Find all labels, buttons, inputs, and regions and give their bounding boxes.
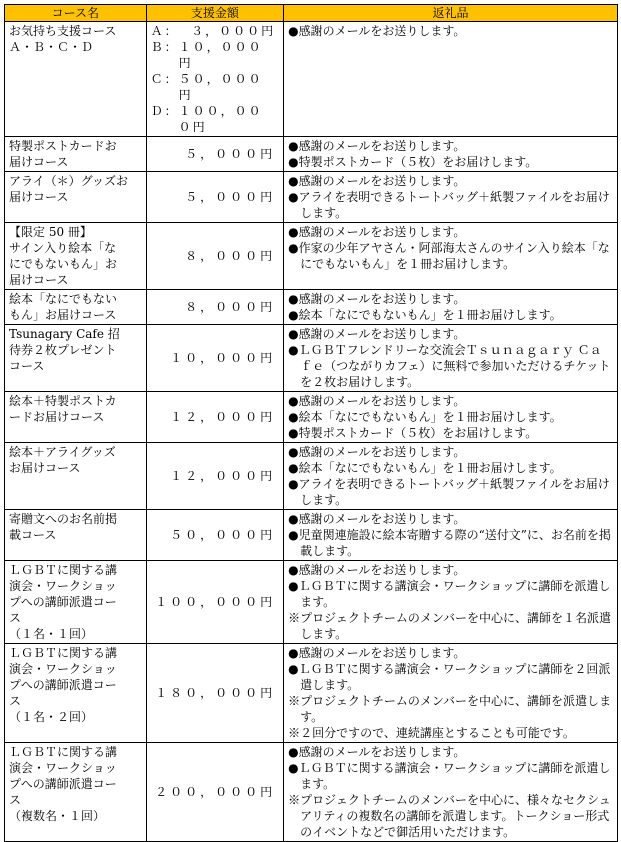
amount-cell: １２，０００円 xyxy=(146,443,283,510)
header-course-name: コース名 xyxy=(5,5,147,22)
amount-cell: １８０，０００円 xyxy=(146,644,283,743)
return-gift-cell xyxy=(284,325,618,392)
course-name-cell xyxy=(5,223,147,290)
course-name-line: プへの講師派遣コー xyxy=(9,595,117,609)
return-item: ●ＬＧＢＴに関する講演会・ワークショップに講師を２回派遣します。 xyxy=(288,662,611,692)
course-name-line: プへの講師派遣コー xyxy=(9,777,117,791)
course-name-cell xyxy=(5,325,147,392)
course-name-line: Ａ・Ｂ・Ｃ・Ｄ xyxy=(9,40,94,54)
course-name-cell xyxy=(5,172,147,223)
course-name-cell xyxy=(5,22,147,137)
amount-cell: １００，０００円 xyxy=(146,561,283,644)
course-name-line: ＬＧＢＴに関する講 xyxy=(9,646,118,660)
amount-option-label: Ｂ： xyxy=(150,40,179,54)
return-gift-cell xyxy=(284,22,618,137)
course-name-line: 絵本＋アライグッズ xyxy=(9,445,116,459)
return-gift-cell xyxy=(284,137,618,172)
table-row xyxy=(5,325,618,392)
course-name-line: （複数名・１回） xyxy=(9,809,106,823)
return-item: ●感謝のメールをお送りします。 xyxy=(288,292,466,306)
return-item: ●感謝のメールをお送りします。 xyxy=(288,512,466,526)
return-note: ※２回分ですので、連続講座とすることも可能です。 xyxy=(288,726,575,740)
return-gift-cell xyxy=(284,644,618,743)
return-item: ●感謝のメールをお送りします。 xyxy=(288,563,466,577)
return-item: ●感謝のメールをお送りします。 xyxy=(288,394,466,408)
support-course-table xyxy=(4,4,618,842)
amount-cell: ２００，０００円 xyxy=(146,743,283,842)
amount-option-label: Ｃ： xyxy=(150,72,179,86)
header-support-amount: 支援金額 xyxy=(146,5,283,22)
course-name-line: お気持ち支援コース xyxy=(9,24,117,38)
table-row xyxy=(5,392,618,443)
return-gift-cell xyxy=(284,510,618,561)
return-gift-cell xyxy=(284,223,618,290)
course-name-line: 届けコース xyxy=(9,190,69,204)
table-row xyxy=(5,22,618,137)
course-name-line: （１名・２回） xyxy=(9,710,94,724)
course-name-line: 届けコース xyxy=(9,155,69,169)
course-name-line: 寄贈文へのお名前掲 xyxy=(9,512,118,526)
table-row xyxy=(5,290,618,325)
return-item: ●アライを表明できるトートバッグ＋紙製ファイルをお届けします。 xyxy=(288,190,610,220)
course-name-cell xyxy=(5,290,147,325)
course-name-line: お届けコース xyxy=(9,461,81,475)
course-name-line: プへの講師派遣コー xyxy=(9,678,117,692)
return-gift-cell xyxy=(284,392,618,443)
amount-cell: ５，０００円 xyxy=(146,137,283,172)
amount-cell: １２，０００円 xyxy=(146,392,283,443)
course-name-line: ス xyxy=(9,611,22,625)
return-note: ※プロジェクトチームのメンバーを中心に、講師を派遣します。 xyxy=(288,694,612,724)
course-name-cell xyxy=(5,561,147,644)
table-row xyxy=(5,443,618,510)
course-name-line: 演会・ワークショッ xyxy=(9,662,117,676)
header-row xyxy=(5,5,618,22)
return-gift-cell xyxy=(284,561,618,644)
amount-option-value: ３，０００円 xyxy=(191,24,276,38)
course-name-line: Tsunagary Cafe 招 xyxy=(9,327,120,341)
return-item: ●ＬＧＢＴに関する講演会・ワークショップに講師を派遣します。 xyxy=(288,761,611,791)
course-name-cell xyxy=(5,510,147,561)
table-row xyxy=(5,743,618,842)
course-name-cell xyxy=(5,644,147,743)
return-item: ●絵本「なにでもないもん」を１冊お届けします。 xyxy=(288,308,562,322)
course-name-line: 演会・ワークショッ xyxy=(9,579,117,593)
course-name-line: ス xyxy=(9,694,22,708)
course-name-line: 待券２枚プレゼント xyxy=(9,343,117,357)
amount-cell: １０，０００円 xyxy=(146,325,283,392)
amount-option xyxy=(151,23,275,39)
course-name-line: 絵本「なにでもない xyxy=(9,292,118,306)
return-item: ●感謝のメールをお送りします。 xyxy=(288,24,466,38)
course-name-line: ＬＧＢＴに関する講 xyxy=(9,563,118,577)
return-gift-cell xyxy=(284,443,618,510)
table-row xyxy=(5,561,618,644)
amount-options-cell xyxy=(146,22,283,137)
course-name-line: ス xyxy=(9,793,22,807)
amount-cell: ５，０００円 xyxy=(146,172,283,223)
table-row xyxy=(5,172,618,223)
return-gift-cell xyxy=(284,290,618,325)
course-name-line: アライ（＊）グッズお xyxy=(9,174,129,188)
course-name-line: （１名・１回） xyxy=(9,627,94,641)
course-name-line: もん」お届けコース xyxy=(9,308,117,322)
amount-option-label: Ａ： xyxy=(150,24,179,38)
table-body xyxy=(5,22,618,842)
return-item: ●感謝のメールをお送りします。 xyxy=(288,174,466,188)
table-row xyxy=(5,137,618,172)
course-name-line: サイン入り絵本「な xyxy=(9,241,117,255)
return-gift-cell xyxy=(284,172,618,223)
course-name-line: 載コース xyxy=(9,528,57,542)
return-item: ●感謝のメールをお送りします。 xyxy=(288,225,466,239)
course-name-line: 特製ポストカードお xyxy=(9,139,117,153)
amount-option-value: １０，０００円 xyxy=(178,40,263,70)
course-name-line: 届けコース xyxy=(9,273,69,287)
amount-option xyxy=(151,103,275,135)
amount-cell: ８，０００円 xyxy=(146,290,283,325)
course-name-line: コース xyxy=(9,359,45,373)
return-item: ●感謝のメールをお送りします。 xyxy=(288,445,466,459)
course-name-cell xyxy=(5,392,147,443)
amount-cell: ８，０００円 xyxy=(146,223,283,290)
return-item: ●感謝のメールをお送りします。 xyxy=(288,745,466,759)
course-name-line: 絵本＋特製ポストカ xyxy=(9,394,117,408)
amount-cell: ５０，０００円 xyxy=(146,510,283,561)
course-name-line: ードお届けコース xyxy=(9,410,105,424)
course-name-line: 【限定 50 冊】 xyxy=(9,225,92,239)
course-name-line: 演会・ワークショッ xyxy=(9,761,117,775)
course-name-cell xyxy=(5,137,147,172)
course-name-cell xyxy=(5,743,147,842)
return-note: ※プロジェクトチームのメンバーを中心に、講師を１名派遣します。 xyxy=(288,611,612,641)
return-item: ●絵本「なにでもないもん」を１冊お届けします。 xyxy=(288,410,562,424)
amount-option-label: Ｄ： xyxy=(150,104,179,118)
amount-option xyxy=(151,71,275,103)
table-row xyxy=(5,510,618,561)
return-item: ●感謝のメールをお送りします。 xyxy=(288,327,466,341)
course-name-line: にでもないもん」お xyxy=(9,257,118,271)
course-name-line: ＬＧＢＴに関する講 xyxy=(9,745,118,759)
course-name-cell xyxy=(5,443,147,510)
return-item: ●ＬＧＢＴフレンドリーな交流会Ｔｓｕｎａｇａｒｙ Ｃａｆｅ（つながりカフェ）に無料で参加いただけるチケットを２枚お届けします。 xyxy=(288,343,611,389)
table-row xyxy=(5,223,618,290)
header-return-gift: 返礼品 xyxy=(284,5,618,22)
return-item: ●作家の少年アヤさん・阿部海太さんのサイン入り絵本「なにでもないもん」を１冊お届けします。 xyxy=(288,241,610,271)
return-item: ●アライを表明できるトートバッグ＋紙製ファイルをお届けします。 xyxy=(288,477,610,507)
return-item: ●感謝のメールをお送りします。 xyxy=(288,139,466,153)
return-item: ●感謝のメールをお送りします。 xyxy=(288,646,466,660)
return-item: ●児童関連施設に絵本寄贈する際の“送付文”に、お名前を掲載します。 xyxy=(288,528,611,558)
amount-option-value: ５０，０００円 xyxy=(178,72,263,102)
amount-option xyxy=(151,39,275,71)
return-note: ※プロジェクトチームのメンバーを中心に、様々なセクシュアリティの複数名の講師を派遣します。トークショー形式のイベントなどで御活用いただけます。 xyxy=(288,793,611,839)
table-row xyxy=(5,644,618,743)
return-item: ●ＬＧＢＴに関する講演会・ワークショップに講師を派遣します。 xyxy=(288,579,611,609)
return-item: ●特製ポストカード（５枚）をお届けします。 xyxy=(288,426,538,440)
return-gift-cell xyxy=(284,743,618,842)
return-item: ●特製ポストカード（５枚）をお届けします。 xyxy=(288,155,538,169)
return-item: ●絵本「なにでもないもん」を１冊お届けします。 xyxy=(288,461,562,475)
amount-option-value: １００，０００円 xyxy=(178,104,263,134)
